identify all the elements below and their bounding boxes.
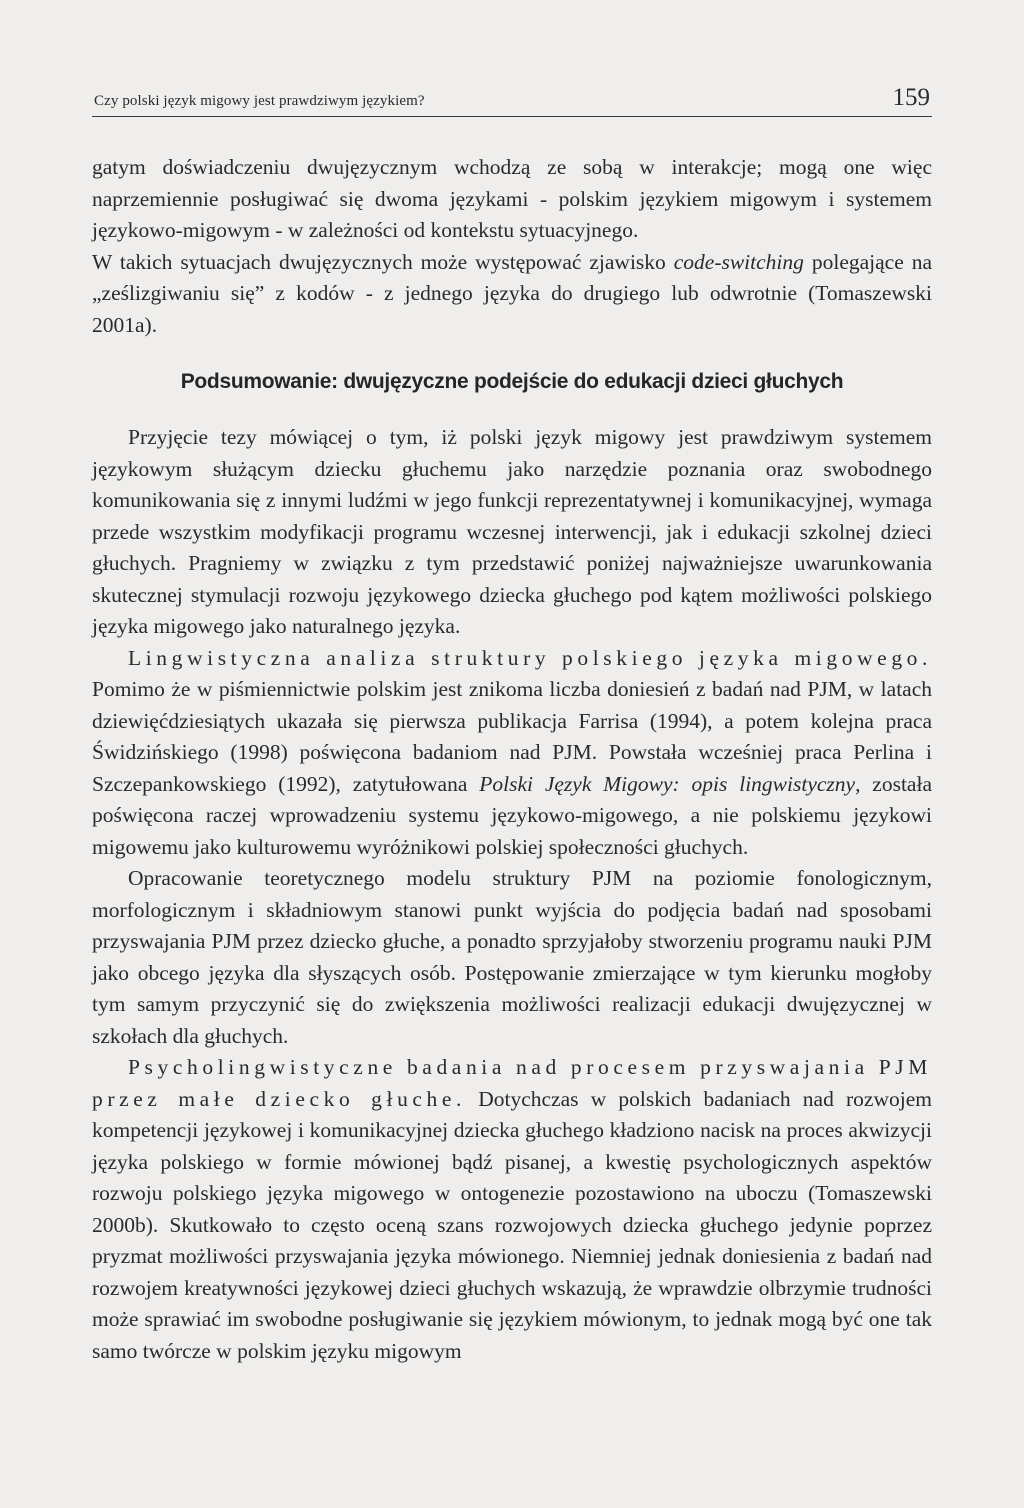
- paragraph-summary: [92, 422, 932, 643]
- paragraph-intro-text: gatym doświadczeniu dwujęzycznym wchodzą ze sobą w interakcje; mogą one więc naprzemiennie posługiwać się dwoma językami - polskim językiem migowym i systemem językowo-migowym - w zależności od kontekstu sytuacyjnego.: [92, 155, 932, 242]
- text-block-main: [92, 422, 932, 1367]
- paragraph-linguistic-lead: Lingwistyczna analiza struktury polskiego języka migowego.: [128, 645, 932, 670]
- paragraph-theoretical-model-text: Opracowanie teoretycznego modelu struktury PJM na poziomie fonologicznym, morfologicznym i składniowym stanowi punkt wyjścia do podjęcia badań nad sposobami przyswajania PJM przez dziecko głuche, a ponadto sprzyjałoby stworzeniu programu nauki PJM jako obcego języka dla słyszących osób. Postępowanie zmierzające w tym kierunku mogłoby tym samym przyczynić się do zwiększenia możliwości realizacji edukacji dwujęzycznej w szkołach dla głuchych.: [92, 866, 932, 1048]
- paragraph-code-switching: [92, 247, 932, 342]
- paragraph-linguistic-analysis: [92, 643, 932, 864]
- paragraph-intro: [92, 152, 932, 247]
- running-header-title: Czy polski język migowy jest prawdziwym językiem?: [94, 93, 425, 109]
- book-title-reference: Polski Język Migowy: opis lingwistyczny: [479, 771, 856, 796]
- section-heading: Podsumowanie: dwujęzyczne podejście do edukacji dzieci głuchych: [180, 370, 844, 393]
- paragraph-code-switching-text-2: polegające na „ześlizgiwaniu się” z kodów - z jednego języka do drugiego lub odwrotnie (Tomaszewski 2001a).: [92, 249, 932, 337]
- running-header: [92, 84, 932, 117]
- paragraph-psycholinguistic: [92, 1052, 932, 1367]
- paragraph-psycholinguistic-text: Dotychczas w polskich badaniach nad rozwojem kompetencji językowej i komunikacyjnej dziecka głuchego kładziono nacisk na proces akwizycji języka polskiego w formie mówionej bądź pisanej, a kwestię psychologicznych aspektów rozwoju polskiego języka migowego w ontogenezie pozostawiono na uboczu (Tomaszewski 2000b). Skutkowało to często oceną szans rozwojowych dziecka głuchego jedynie poprzez pryzmat możliwości przyswajania języka mówionego. Niemniej jednak doniesienia z badań nad rozwojem kreatywności językowej dzieci głuchych wskazują, że wprawdzie olbrzymie trudności może sprawiać im swobodne posługiwanie się językiem mówionym, to jednak mogą być one tak samo twórcze w polskim języku migowym: [92, 1086, 932, 1363]
- term-code-switching: code-switching: [673, 249, 804, 274]
- text-block-top: [92, 152, 932, 341]
- paragraph-linguistic-text-2: , została poświęcona raczej wprowadzeniu systemu językowo-migowego, a nie polskiemu językowi migowemu jako kulturowemu wyróżnikowi polskiej społeczności głuchych.: [92, 771, 932, 859]
- paragraph-theoretical-model: [92, 863, 932, 1052]
- paragraph-linguistic-text-1: Pomimo że w piśmiennictwie polskim jest znikoma liczba doniesień z badań nad PJM, w latach dziewięćdziesiątych ukazała się pierwsza publikacja Farrisa (1994), a potem kolejna praca Świdzińskiego (1998) poświęcona badaniom nad PJM. Powstała wcześniej praca Perlina i Szczepankowskiego (1992), zatytułowana: [92, 677, 932, 796]
- paragraph-summary-text: Przyjęcie tezy mówiącej o tym, iż polski język migowy jest prawdziwym systemem językowym służącym dziecku głuchemu jako narzędzie poznania oraz swobodnego komunikowania się z innymi ludźmi w jego funkcji reprezentatywnej i komunikacyjnej, wymaga przede wszystkim modyfikacji programu wczesnej interwencji, jak i edukacji szkolnej dzieci głuchych. Pragniemy w związku z tym przedstawić poniżej najważniejsze uwarunkowania skutecznej stymulacji rozwoju językowego dziecka głuchego pod kątem możliwości polskiego języka migowego jako naturalnego języka.: [92, 425, 932, 638]
- paragraph-code-switching-text-1: W takich sytuacjach dwujęzycznych może występować zjawisko: [92, 249, 674, 274]
- page-number: 159: [892, 84, 930, 111]
- paragraph-psycholinguistic-lead: Psycholingwistyczne badania nad procesem przyswajania PJM przez małe dziecko głuche.: [92, 1055, 932, 1111]
